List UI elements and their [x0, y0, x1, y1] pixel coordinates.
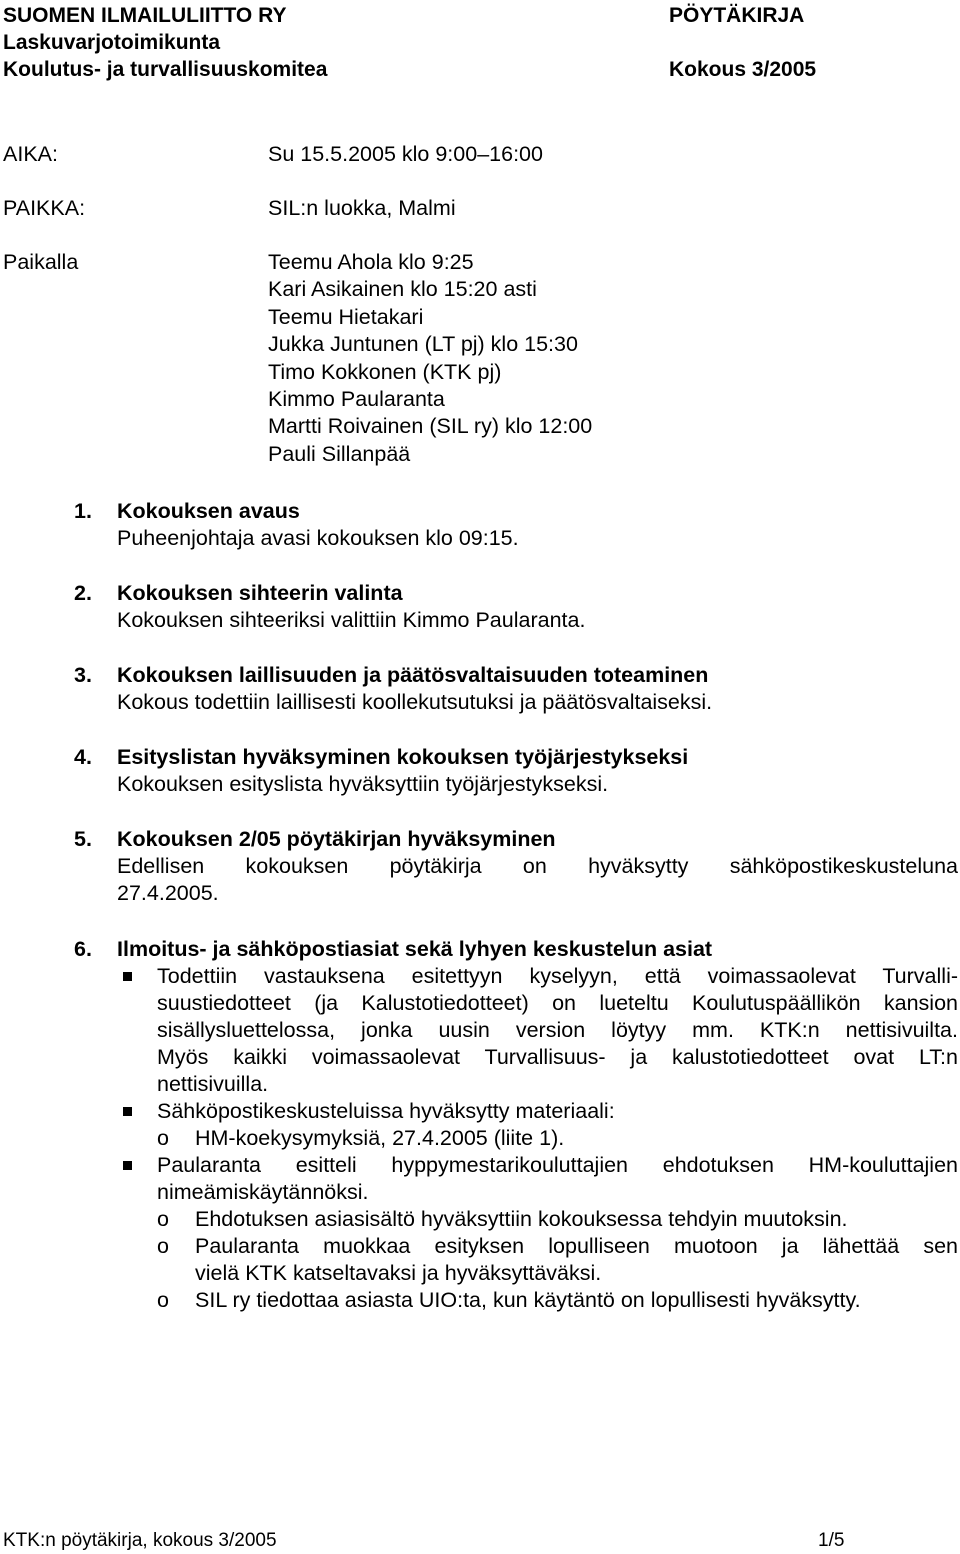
place-value: SIL:n luokka, Malmi [268, 196, 456, 220]
agenda-item-2 [117, 580, 585, 634]
sub-bullet-line: Paularanta muokkaa esityksen lopulliseen muotoon ja lähettää sen [195, 1234, 958, 1258]
bullet-line: nimeämiskäytännöksi. [157, 1180, 369, 1204]
agenda-item-6 [117, 936, 958, 1314]
agenda-item-1 [117, 498, 519, 552]
item-number: 2. [74, 581, 92, 605]
sub-bullet-item [117, 1233, 958, 1287]
sub-bullet-line: vielä KTK katseltavaksi ja hyväksyttäväksi. [195, 1261, 602, 1285]
bullet-line: nettisivuilla. [157, 1072, 269, 1096]
place-label: PAIKKA: [3, 196, 86, 220]
present-label: Paikalla [3, 250, 79, 274]
item-title: Kokouksen avaus [117, 499, 300, 523]
attendee: Timo Kokkonen (KTK pj) [268, 359, 502, 384]
agenda-item-3 [117, 662, 712, 716]
sub-bullet-line: SIL ry tiedottaa asiasta UIO:ta, kun käytäntö on lopullisesti hyväksytty. [195, 1288, 861, 1312]
bullet-item [117, 963, 958, 1098]
item-number: 1. [74, 499, 92, 523]
committee-name: Laskuvarjotoimikunta [3, 31, 221, 54]
sub-bullet-item [117, 1206, 958, 1233]
item-number: 6. [74, 937, 92, 961]
bullet-line: Myös kaikki voimassaolevat Turvallisuus- ja kalustotiedotteet ovat LT:n [157, 1045, 958, 1069]
sub-bullet-item [117, 1287, 958, 1314]
organization-name: SUOMEN ILMAILULIITTO RY [3, 4, 287, 27]
square-bullet-icon [123, 1107, 132, 1116]
circle-bullet-icon: o [157, 1207, 169, 1231]
item-title: Kokouksen 2/05 pöytäkirjan hyväksyminen [117, 827, 556, 851]
item-number: 3. [74, 663, 92, 687]
item-title: Esityslistan hyväksyminen kokouksen työjärjestykseksi [117, 745, 689, 769]
item-title: Kokouksen laillisuuden ja päätösvaltaisuuden toteaminen [117, 663, 709, 687]
agenda-item-5 [117, 826, 958, 907]
item-body: Kokous todettiin laillisesti koollekutsutuksi ja päätösvaltaiseksi. [117, 690, 713, 714]
sub-bullet-item [117, 1125, 958, 1152]
item-number: 4. [74, 745, 92, 769]
attendee: Teemu Hietakari [268, 304, 424, 329]
square-bullet-icon [123, 1161, 132, 1170]
bullet-line: Paularanta esitteli hyppymestarikouluttajien ehdotuksen HM-kouluttajien [157, 1153, 958, 1177]
bullet-line: suustiedotteet (ja Kalustotiedotteet) on lueteltu Koulutuspäällikön kansion [157, 991, 958, 1015]
item-body: Puheenjohtaja avasi kokouksen klo 09:15. [117, 526, 519, 550]
item-title: Kokouksen sihteerin valinta [117, 581, 403, 605]
circle-bullet-icon: o [157, 1126, 169, 1150]
item-number: 5. [74, 827, 92, 851]
document-type: PÖYTÄKIRJA [669, 4, 805, 27]
sub-bullet-line: Ehdotuksen asiasisältö hyväksyttiin kokouksessa tehdyin muutoksin. [195, 1207, 848, 1231]
sub-bullet-line: HM-koekysymyksiä, 27.4.2005 (liite 1). [195, 1126, 565, 1150]
attendee-list [268, 249, 592, 468]
time-label: AIKA: [3, 142, 58, 166]
attendee: Kari Asikainen klo 15:20 asti [268, 277, 537, 302]
square-bullet-icon [123, 972, 132, 981]
attendee: Pauli Sillanpää [268, 441, 411, 466]
item-body: Kokouksen sihteeriksi valittiin Kimmo Paularanta. [117, 608, 586, 632]
item-title: Ilmoitus- ja sähköpostiasiat sekä lyhyen keskustelun asiat [117, 937, 713, 961]
attendee: Teemu Ahola klo 9:25 [268, 250, 474, 274]
agenda-item-4 [117, 744, 688, 798]
bullet-line: Sähköpostikeskusteluissa hyväksytty materiaali: [157, 1099, 615, 1123]
bullet-item [117, 1152, 958, 1206]
attendee: Jukka Juntunen (LT pj) klo 15:30 [268, 332, 578, 357]
meeting-number: Kokous 3/2005 [669, 58, 817, 81]
attendee: Kimmo Paularanta [268, 387, 445, 412]
bullet-line: sisällysluettelossa, jonka uusin version löytyy mm. KTK:n nettisivuilta. [157, 1018, 958, 1042]
item-body: Kokouksen esityslista hyväksyttiin työjärjestykseksi. [117, 772, 609, 796]
footer-document-title: KTK:n pöytäkirja, kokous 3/2005 [3, 1530, 277, 1551]
subcommittee-name: Koulutus- ja turvallisuuskomitea [3, 58, 328, 81]
attendee: Martti Roivainen (SIL ry) klo 12:00 [268, 414, 593, 439]
bullet-item [117, 1098, 958, 1125]
bullet-line: Todettiin vastauksena esitettyyn kyselyyn, että voimassaolevat Turvalli- [157, 964, 958, 988]
circle-bullet-icon: o [157, 1288, 169, 1312]
circle-bullet-icon: o [157, 1234, 169, 1258]
footer-page-number: 1/5 [818, 1530, 845, 1551]
time-value: Su 15.5.2005 klo 9:00–16:00 [268, 142, 543, 166]
item-body-continued: 27.4.2005. [117, 881, 219, 905]
item-body: Edellisen kokouksen pöytäkirja on hyväksytty sähköpostikeskusteluna [117, 854, 958, 878]
